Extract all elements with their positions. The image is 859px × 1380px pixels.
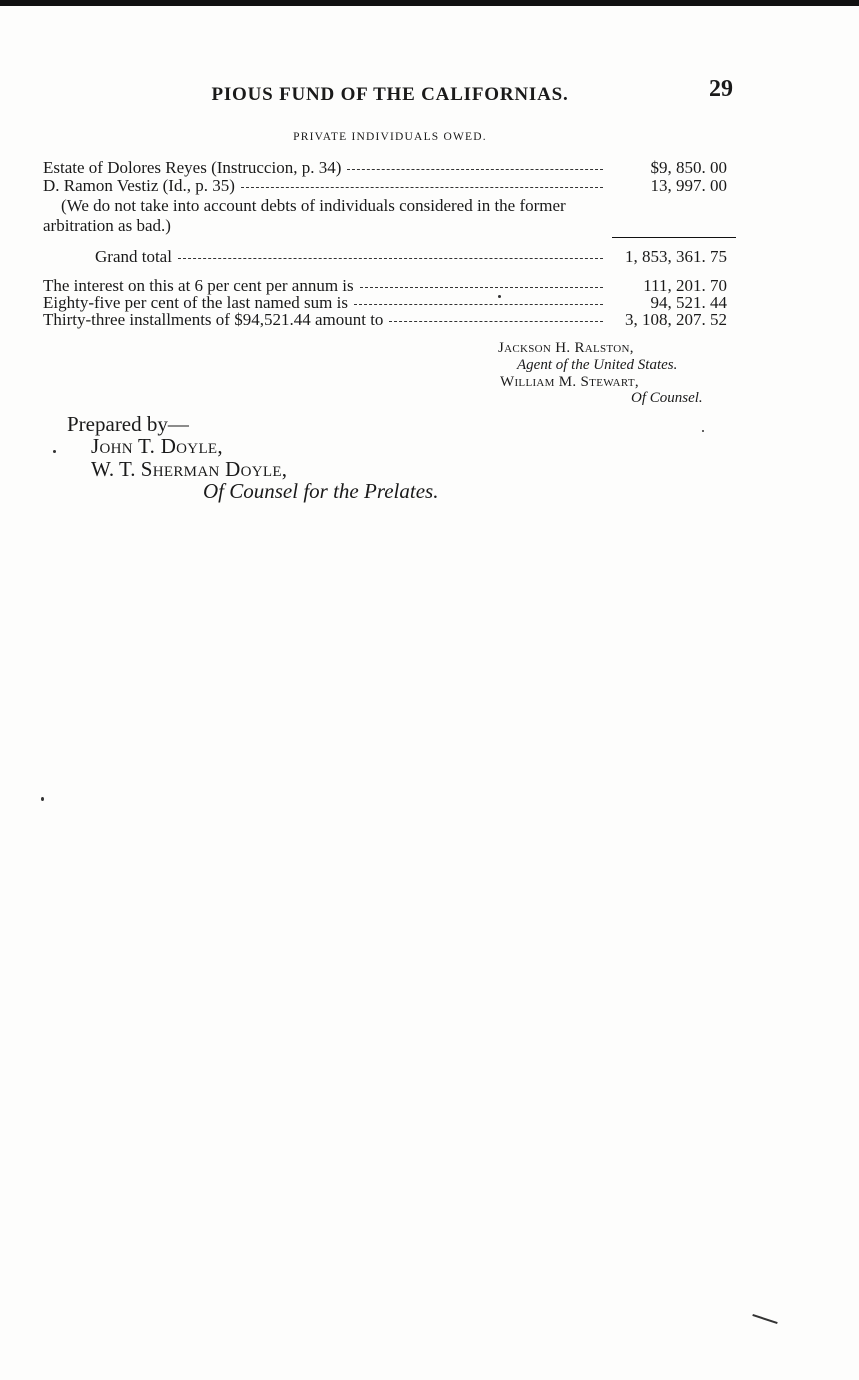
calculation-row <box>43 311 727 329</box>
preparer-role: Of Counsel for the Prelates. <box>203 479 439 503</box>
page-number: 29 <box>709 76 733 102</box>
preparer-initials: W. T. <box>91 457 136 481</box>
calculation-label: Eighty-five per cent of the last named sum is <box>43 293 348 312</box>
dot-leader <box>178 257 603 259</box>
preparer-name-2 <box>91 457 287 481</box>
grand-total-row <box>43 248 727 266</box>
calculation-label: Thirty-three installments of $94,521.44 amount to <box>43 310 384 329</box>
debt-label: D. Ramon Vestiz (Id., p. 35) <box>43 176 235 195</box>
grand-total-label: Grand total <box>95 247 172 266</box>
ink-stroke <box>752 1314 777 1324</box>
preparer-surname: Sherman Doyle, <box>140 457 288 481</box>
ink-speck <box>41 797 44 801</box>
exclusion-note: (We do not take into account debts of individuals considered in the former arbitration as bad.) <box>43 196 566 235</box>
calculation-amount: 111, 201. 70 <box>643 276 727 295</box>
counsel-name: William M. Stewart, <box>500 374 639 390</box>
prepared-by-heading: Prepared by— <box>67 412 189 436</box>
counsel-title: Of Counsel. <box>631 390 703 406</box>
dot-leader <box>354 303 603 305</box>
debt-amount: 13, 997. 00 <box>650 176 727 195</box>
dot-leader <box>347 168 603 170</box>
agent-name: Jackson H. Ralston, <box>498 340 634 356</box>
preparer-name-1: John T. Doyle, <box>91 434 223 458</box>
ink-speck <box>53 450 56 453</box>
running-title: PIOUS FUND OF THE CALIFORNIAS. <box>211 84 569 105</box>
section-heading: PRIVATE INDIVIDUALS OWED. <box>293 131 487 143</box>
calculation-label: The interest on this at 6 per cent per annum is <box>43 276 354 295</box>
dot-leader <box>389 320 603 322</box>
ink-speck <box>702 430 704 432</box>
page-top-edge <box>0 0 859 6</box>
debt-label: Estate of Dolores Reyes (Instruccion, p. 34) <box>43 158 342 177</box>
total-rule <box>612 237 736 238</box>
agent-title: Agent of the United States. <box>517 357 678 373</box>
ink-speck <box>498 295 501 298</box>
dot-leader <box>241 186 603 188</box>
dot-leader <box>360 286 603 288</box>
calculation-amount: 3, 108, 207. 52 <box>625 310 727 329</box>
grand-total-amount: 1, 853, 361. 75 <box>625 247 727 266</box>
debt-amount: $9, 850. 00 <box>650 158 727 177</box>
calculation-amount: 94, 521. 44 <box>650 293 727 312</box>
debt-row <box>43 159 727 177</box>
debt-row <box>43 177 727 195</box>
